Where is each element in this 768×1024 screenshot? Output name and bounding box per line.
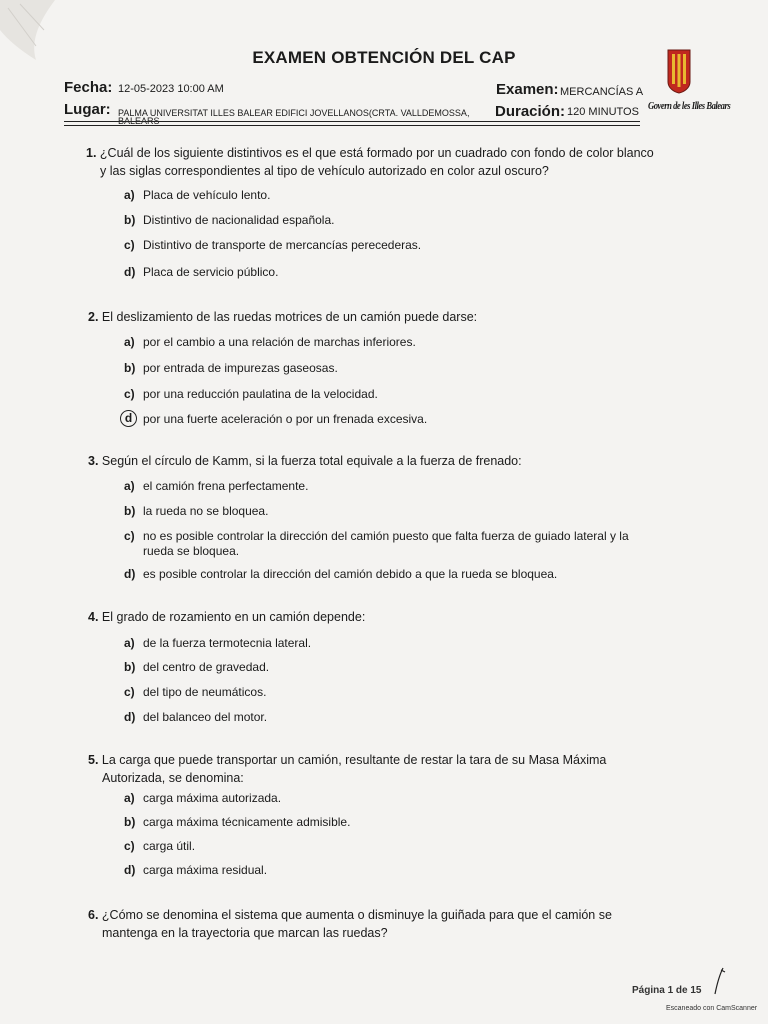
question-text: ¿Cómo se denomina el sistema que aumenta o disminuye la guiñada para que el camión se bbox=[101, 908, 612, 922]
duracion-label: Duración: bbox=[495, 103, 566, 120]
option-text: Placa de vehículo lento. bbox=[143, 188, 271, 202]
question-text-continued: Autorizada, se denomina: bbox=[102, 771, 244, 785]
lugar-value: PALMA UNIVERSITAT ILLES BALEAR EDIFICI JOVELLANOS(CRTA. VALLDEMOSSA, bbox=[118, 108, 470, 118]
option-letter: a) bbox=[124, 335, 135, 349]
option-text: por entrada de impurezas gaseosas. bbox=[143, 361, 338, 375]
question-number: 2. bbox=[88, 310, 99, 324]
question-text-continued: mantenga en la trayectoria que marcan las ruedas? bbox=[102, 926, 388, 940]
option-letter: c) bbox=[124, 529, 135, 543]
option-text: Distintivo de transporte de mercancías perecederas. bbox=[143, 238, 422, 252]
question-text: La carga que puede transportar un camión, resultante de restar la tara de su Masa Máxima bbox=[101, 753, 607, 767]
option-text bbox=[143, 529, 673, 559]
option-text: es posible controlar la dirección del camión debido a que la rueda se bloquea. bbox=[143, 567, 558, 581]
fecha-value: 12-05-2023 10:00 AM bbox=[118, 83, 224, 95]
exam-title: EXAMEN OBTENCIÓN DEL CAP bbox=[252, 48, 516, 67]
option-letter: c) bbox=[124, 685, 135, 699]
option-letter: c) bbox=[124, 238, 135, 252]
option-letter: d) bbox=[124, 265, 136, 279]
option-text: por una fuerte aceleración o por un frenada excesiva. bbox=[143, 412, 428, 426]
duracion-value: 120 MINUTOS bbox=[567, 106, 639, 118]
option-letter-circled: d bbox=[120, 410, 137, 427]
question-1 bbox=[86, 144, 686, 180]
option-text: Placa de servicio público. bbox=[143, 265, 279, 279]
option-letter: b) bbox=[124, 504, 136, 518]
option-text: de la fuerza termotecnia lateral. bbox=[143, 636, 312, 650]
question-text: El grado de rozamiento en un camión depende: bbox=[101, 610, 366, 624]
option-text: del centro de gravedad. bbox=[143, 660, 270, 674]
option-text: por el cambio a una relación de marchas inferiores. bbox=[143, 335, 416, 349]
question-4 bbox=[88, 608, 688, 626]
option-text: del tipo de neumáticos. bbox=[143, 685, 267, 699]
govern-logo-icon bbox=[666, 46, 692, 94]
option-letter: b) bbox=[124, 361, 136, 375]
question-text-continued: y las siglas correspondientes al tipo de vehículo autorizado en color azul oscuro? bbox=[100, 164, 549, 178]
option-letter: b) bbox=[124, 660, 136, 674]
examen-value: MERCANCÍAS A bbox=[560, 86, 644, 98]
option-letter: c) bbox=[124, 387, 135, 401]
option-letter: a) bbox=[124, 188, 135, 202]
option-text: el camión frena perfectamente. bbox=[143, 479, 309, 493]
lugar-label: Lugar: bbox=[64, 101, 111, 118]
option-letter: d) bbox=[124, 710, 136, 724]
govern-logo-text: Govern de les Illes Balears bbox=[648, 100, 731, 112]
option-text-line-continued: rueda se bloquea. bbox=[143, 544, 240, 558]
option-text: carga útil. bbox=[143, 839, 196, 853]
answer-option[interactable] bbox=[124, 529, 684, 559]
question-text: ¿Cuál de los siguiente distintivos es el que está formado por un cuadrado con fondo de color blanco bbox=[99, 146, 654, 160]
option-letter: a) bbox=[124, 791, 135, 805]
header-divider-secondary bbox=[64, 125, 640, 126]
option-text: del balanceo del motor. bbox=[143, 710, 268, 724]
examen-label: Examen: bbox=[496, 81, 559, 98]
question-5 bbox=[88, 751, 688, 787]
question-text: El deslizamiento de las ruedas motrices de un camión puede darse: bbox=[101, 310, 478, 324]
option-text: Distintivo de nacionalidad española. bbox=[143, 213, 335, 227]
question-text: Según el círculo de Kamm, si la fuerza total equivale a la fuerza de frenado: bbox=[101, 454, 522, 468]
question-number: 1. bbox=[86, 146, 97, 160]
question-number: 6. bbox=[88, 908, 99, 922]
question-number: 5. bbox=[88, 753, 99, 767]
question-2 bbox=[88, 308, 688, 326]
option-letter: a) bbox=[124, 479, 135, 493]
scanner-watermark: Escaneado con CamScanner bbox=[666, 1005, 758, 1012]
handwritten-mark bbox=[713, 966, 727, 996]
option-text: la rueda no se bloquea. bbox=[143, 504, 269, 518]
option-letter: c) bbox=[124, 839, 135, 853]
question-6 bbox=[88, 906, 688, 942]
option-letter: d) bbox=[124, 567, 136, 581]
lugar-value-2: BALEARS bbox=[118, 116, 160, 126]
fecha-label: Fecha: bbox=[64, 79, 113, 96]
question-3 bbox=[88, 452, 688, 470]
option-letter: b) bbox=[124, 815, 136, 829]
option-letter: b) bbox=[124, 213, 136, 227]
option-text: carga máxima residual. bbox=[143, 863, 268, 877]
option-text: carga máxima autorizada. bbox=[143, 791, 282, 805]
header-divider bbox=[64, 121, 640, 122]
option-text: carga máxima técnicamente admisible. bbox=[143, 815, 351, 829]
option-letter: d) bbox=[124, 863, 136, 877]
option-text-line: no es posible controlar la dirección del camión puesto que falta fuerza de guiado lateral y la bbox=[143, 529, 629, 543]
question-number: 3. bbox=[88, 454, 99, 468]
option-text: por una reducción paulatina de la velocidad. bbox=[143, 387, 378, 401]
question-number: 4. bbox=[88, 610, 99, 624]
page-number: Página 1 de 15 bbox=[632, 985, 702, 996]
option-letter: a) bbox=[124, 636, 135, 650]
